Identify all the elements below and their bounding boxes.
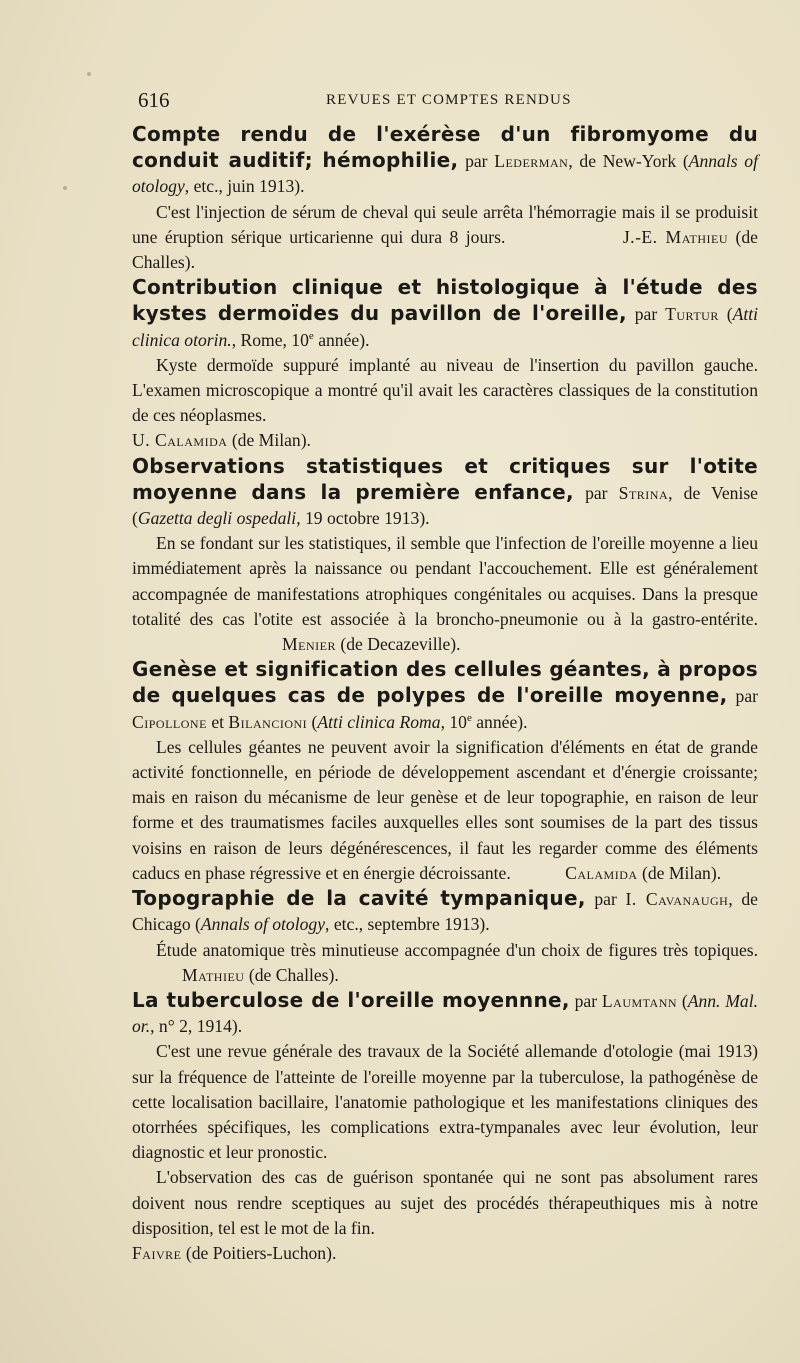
review-entry [132, 275, 758, 453]
entry-body-text: Kyste dermoïde suppuré implanté au niveau de l'insertion du pavillon gauche. L'examen microscopique a montré qu'il avait les caractères classiques de la constitution de ces néoplasmes. [132, 354, 758, 426]
entry-body [132, 735, 758, 886]
entry-source: Atti clinica Roma [317, 711, 441, 732]
entry-source: Annals of otology [132, 151, 758, 197]
entry-author: Strina [618, 482, 669, 503]
entry-source-rest: , 19 octobre 1913). [296, 508, 430, 529]
entry-source-end: année). [471, 711, 528, 732]
entry-body [132, 200, 758, 276]
entry-by: par [594, 889, 617, 910]
entry-heading [132, 122, 758, 200]
entry-source-rest: , etc., juin 1913). [184, 176, 305, 197]
entry-body-text: En se fondant sur les statistiques, il semble que l'infection de l'oreille moyenne a lieu immédiatement après la naissance ou pendant l'accouchement. Elle est généralement accompagnée de manifestations atrophiques congénitales ou acquises. Dans la presque totalité des cas l'otite est associée à la broncho-pneumonie ou à la gastro-entérite. [132, 533, 758, 629]
entry-source: Atti clinica otorin. [132, 304, 759, 350]
entry-reviewer-place: (de Milan). [231, 430, 311, 451]
entry-author: Laumtann [601, 990, 678, 1011]
running-head [132, 80, 758, 110]
entry-origin: , de Chicago ( [132, 889, 758, 935]
entry-title: Observations statistiques et critiques sur l'otite moyenne dans la première enfance, [132, 453, 758, 504]
entry-source-end: année). [313, 329, 370, 350]
entry-origin: ( [718, 304, 733, 325]
entry-reviewer: U. Calamida [132, 430, 228, 451]
entry-origin: , de Venise ( [132, 482, 758, 529]
entry-source-sup: e [466, 711, 472, 724]
paper-speck [63, 186, 67, 190]
review-entry [132, 988, 758, 1266]
entry-author-2: Bilancioni [228, 711, 308, 732]
entry-by: par [634, 304, 658, 325]
entry-origin: , de New-York ( [568, 151, 689, 172]
entry-by: par [465, 151, 488, 172]
entry-heading [132, 657, 758, 735]
entry-author: Lederman [494, 151, 569, 172]
entry-body-text: Étude anatomique très minutieuse accompagnée d'un choix de figures très topiques. [156, 939, 758, 960]
entry-body-text: C'est une revue générale des travaux de la Société allemande d'otologie (mai 1913) sur la fréquence de l'atteinte de l'oreille moyenne par la tuberculose, la pathogénèse de cette localisation bacillaire, l'anatomie pathologique et les manifestations cliniques des otorrhées spécifiques, les complications extra-tympanales avec leur évolution, leur diagnostic et leur pronostic. [132, 1041, 758, 1163]
entry-title: Contribution clinique et histologique à l'étude des kystes dermoïdes du pavillon de l'oreille, [132, 275, 758, 326]
entry-reviewer: Mathieu [182, 964, 245, 985]
entry-reviewer: Faivre [132, 1242, 182, 1263]
entry-source-rest: , Rome, 10 [231, 329, 309, 350]
entry-author: Turtur [665, 304, 719, 325]
entry-body [132, 531, 758, 657]
entry-source-rest: , etc., septembre 1913). [325, 914, 490, 935]
entry-reviewer-place: (de Challes). [248, 964, 339, 985]
entry-source: Ann. Mal. or. [132, 990, 759, 1037]
review-entry [132, 122, 758, 275]
entry-reviewer-place: (de Decazeville). [340, 634, 461, 655]
paper-speck [87, 72, 91, 76]
entry-body [132, 938, 758, 988]
entry-heading [132, 275, 758, 353]
entry-reviewer: Calamida [565, 862, 638, 883]
entry-signature [132, 428, 758, 453]
entry-body-text: C'est l'injection de sérum de cheval qui seule arrêta l'hémorragie mais il se produisit une éruption sérique urticarienne qui dura 8 jours. [132, 201, 758, 247]
entry-reviewer: J.-E. Mathieu [622, 226, 729, 247]
entry-source-sup: e [308, 329, 314, 342]
entry-source-rest: , 10 [440, 711, 467, 732]
review-entry [132, 886, 758, 988]
entry-title: Genèse et signification des cellules géantes, à propos de quelques cas de polypes de l'oreille moyenne, [132, 657, 758, 708]
entry-body [132, 353, 758, 429]
entry-origin: ( [307, 711, 318, 732]
entry-body-2 [132, 1165, 758, 1241]
entry-origin: ( [677, 990, 688, 1011]
review-entry [132, 454, 758, 658]
entry-body-text: L'observation des cas de guérison spontanée qui ne sont pas absolument rares doivent nous rendre sceptiques au sujet des procédés thérapeuthiques mis à notre disposition, tel est le mot de la fin. [132, 1167, 758, 1238]
entry-body-text: Les cellules géantes ne peuvent avoir la signification d'éléments en état de grande activité fonctionnelle, en période de développement ascendant et d'énergie croissante; mais en raison du mécanisme de leur genèse et de leur topographie, en raison de leur forme et des traumatismes faciles auxquelles elles sont soumises de la part des tissus voisins en raison de leurs dégénérescences, il faut les regarder comme des éléments caducs en phase régressive et en énergie décroissante. [132, 736, 758, 883]
entry-title: Topographie de la cavité tympanique, [132, 886, 586, 911]
entry-source: Annals of otology [200, 914, 326, 935]
entry-title: La tuberculose de l'oreille moyennne, [132, 987, 570, 1012]
page-number: 616 [138, 88, 170, 112]
review-entry [132, 657, 758, 886]
entry-source: Gazetta degli ospedali [137, 508, 297, 529]
entry-title: Compte rendu de l'exérèse d'un fibromyome du conduit auditif; hémophilie, [132, 122, 758, 173]
entry-by: par [585, 482, 608, 503]
running-title: REVUES ET COMPTES RENDUS [326, 92, 572, 108]
entry-body [132, 1039, 758, 1165]
entry-by: par [735, 686, 758, 707]
entry-source-rest: , n° 2, 1914). [150, 1016, 243, 1037]
entry-reviewer-place: (de Challes). [132, 226, 758, 273]
entry-heading [132, 988, 758, 1039]
entry-heading [132, 886, 758, 937]
entry-by: par [574, 990, 598, 1011]
entry-heading [132, 454, 758, 532]
entry-reviewer-place: (de Milan). [641, 862, 722, 883]
entry-conj: et [211, 711, 225, 732]
entry-author: Cipollone [132, 711, 207, 732]
entry-reviewer: Menier [282, 634, 336, 655]
entry-signature [132, 1241, 758, 1266]
entry-author: I. Cavanaugh [625, 889, 729, 910]
entry-reviewer-place: (de Poitiers-Luchon). [185, 1242, 337, 1263]
